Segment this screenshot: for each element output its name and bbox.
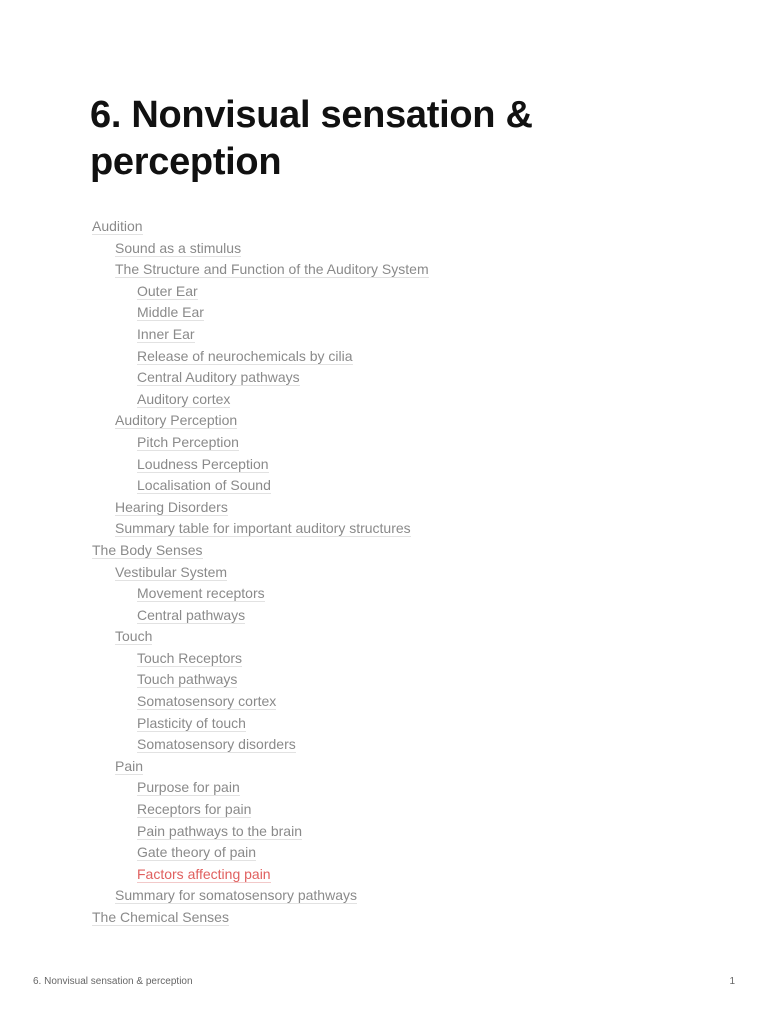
toc-link[interactable]: Middle Ear (137, 304, 204, 321)
toc-link[interactable]: The Chemical Senses (92, 909, 229, 925)
toc-link[interactable]: The Structure and Function of the Auditory System (115, 261, 429, 278)
toc-link[interactable]: Audition (92, 218, 143, 234)
toc-item (92, 432, 429, 454)
toc-item (92, 389, 429, 411)
toc-item (92, 885, 429, 907)
toc-link[interactable]: Gate theory of pain (137, 844, 257, 861)
toc-item (92, 799, 429, 821)
toc-link[interactable]: Movement receptors (137, 585, 265, 602)
toc-item (92, 713, 429, 735)
toc-link[interactable]: Plasticity of touch (137, 714, 246, 731)
table-of-contents (92, 216, 429, 929)
toc-link[interactable]: Somatosensory cortex (137, 693, 277, 710)
toc-item (92, 518, 429, 540)
footer-title: 6. Nonvisual sensation & perception (33, 976, 193, 987)
toc-item (92, 777, 429, 799)
page-title: 6. Nonvisual sensation & perception (90, 94, 533, 183)
toc-link[interactable]: Pain (115, 757, 144, 774)
toc-link[interactable]: Receptors for pain (137, 801, 252, 818)
toc-link[interactable]: Auditory Perception (115, 412, 238, 429)
toc-item (92, 410, 429, 432)
toc-item (92, 562, 429, 584)
toc-link[interactable]: Loudness Perception (137, 455, 269, 472)
footer-page-number: 1 (729, 976, 735, 987)
toc-link[interactable]: Somatosensory disorders (137, 736, 296, 753)
toc-link[interactable]: Central pathways (137, 606, 246, 623)
toc-link[interactable]: Hearing Disorders (115, 498, 228, 515)
toc-link[interactable]: Factors affecting pain (137, 865, 271, 882)
toc-link[interactable]: Vestibular System (115, 563, 228, 580)
toc-item (92, 669, 429, 691)
toc-link[interactable]: Release of neurochemicals by cilia (137, 347, 353, 364)
toc-link[interactable]: Touch Receptors (137, 649, 243, 666)
toc-item (92, 648, 429, 670)
toc-item (92, 907, 429, 929)
toc-link[interactable]: Inner Ear (137, 325, 195, 342)
toc-link[interactable]: Pain pathways to the brain (137, 822, 302, 839)
toc-item (92, 626, 429, 648)
toc-item (92, 324, 429, 346)
toc-item (92, 605, 429, 627)
toc-item (92, 497, 429, 519)
toc-item (92, 756, 429, 778)
toc-link[interactable]: Pitch Perception (137, 433, 239, 450)
toc-item (92, 216, 429, 238)
toc-link[interactable]: Purpose for pain (137, 779, 240, 796)
toc-item (92, 842, 429, 864)
toc-link[interactable]: The Body Senses (92, 541, 203, 558)
toc-link[interactable]: Summary table for important auditory structures (115, 520, 411, 537)
toc-item (92, 367, 429, 389)
toc-item (92, 540, 429, 562)
toc-link[interactable]: Sound as a stimulus (115, 239, 242, 256)
toc-link[interactable]: Outer Ear (137, 282, 198, 299)
toc-item (92, 259, 429, 281)
toc-item (92, 302, 429, 324)
toc-link[interactable]: Localisation of Sound (137, 477, 271, 494)
toc-link[interactable]: Central Auditory pathways (137, 369, 300, 386)
toc-item (92, 475, 429, 497)
toc-item (92, 281, 429, 303)
toc-link[interactable]: Touch pathways (137, 671, 238, 688)
toc-item (92, 238, 429, 260)
toc-link[interactable]: Summary for somatosensory pathways (115, 887, 357, 904)
toc-item (92, 864, 429, 886)
toc-link[interactable]: Auditory cortex (137, 390, 231, 407)
toc-item (92, 691, 429, 713)
toc-item (92, 346, 429, 368)
toc-item (92, 454, 429, 476)
toc-link[interactable]: Touch (115, 628, 153, 645)
toc-item (92, 583, 429, 605)
toc-item (92, 821, 429, 843)
toc-item (92, 734, 429, 756)
